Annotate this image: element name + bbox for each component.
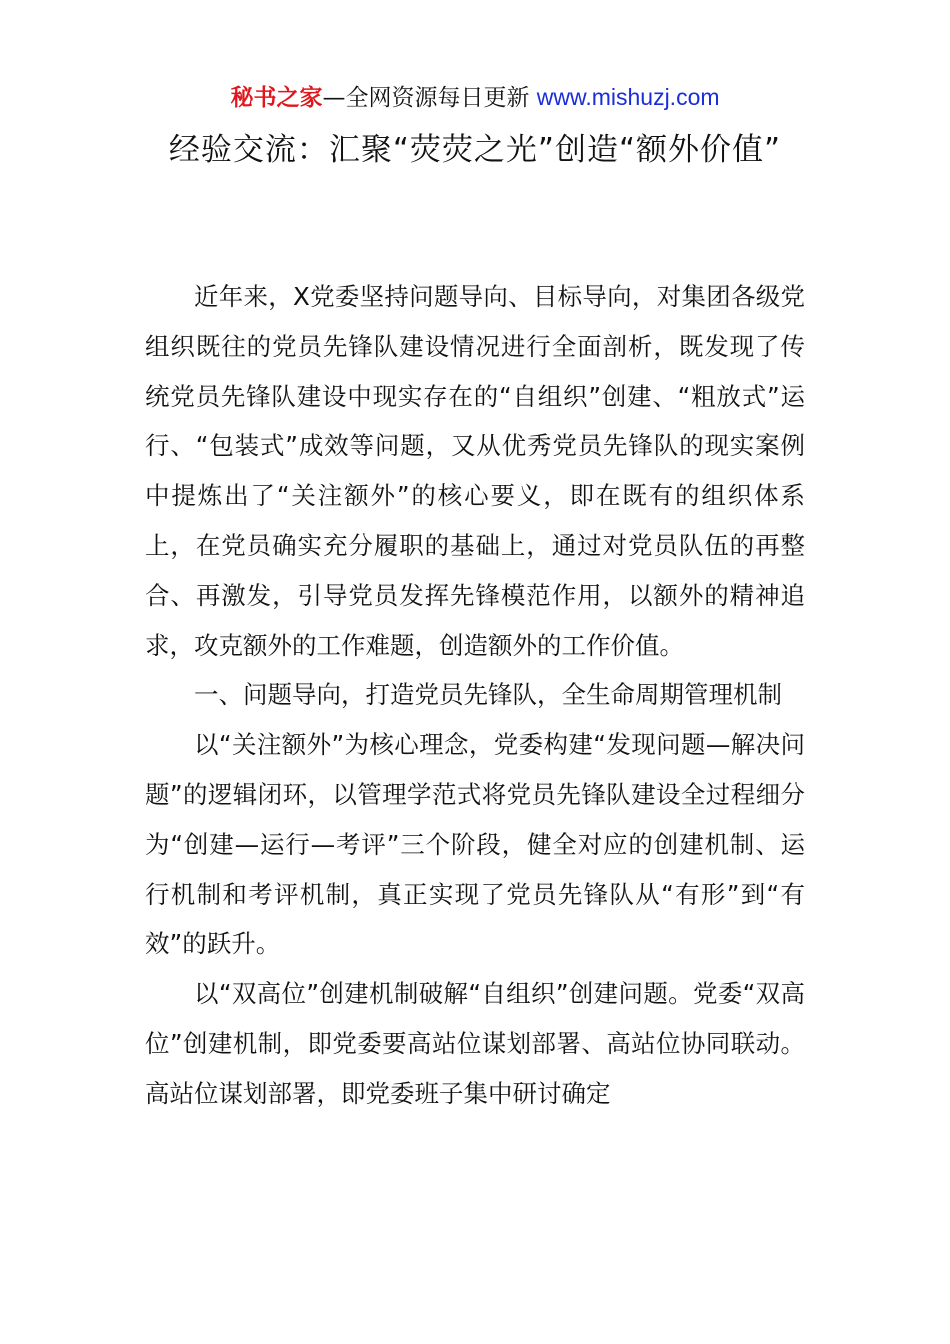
site-header <box>0 80 950 115</box>
section-heading-1: 一、问题导向，打造党员先锋队，全生命周期管理机制 <box>194 680 782 710</box>
paragraph-intro: 近年来，X党委坚持问题导向、目标导向，对集团各级党组织既往的党员先锋队建设情况进行全面剖析，既发现了传统党员先锋队建设中现实存在的“自组织”创建、“粗放式”运行、“包装式”成效等问题，又从优秀党员先锋队的现实案例中提炼出了“关注额外”的核心要义，即在既有的组织体系上，在党员确实充分履职的基础上，通过对党员队伍的再整合、再激发，引导党员发挥先锋模范作用，以额外的精神追求，攻克额外的工作难题，创造额外的工作价值。 <box>145 282 805 660</box>
document-title: 经验交流：汇聚“荧荧之光”创造“额外价值” <box>168 132 782 168</box>
header-tagline: —全网资源每日更新 <box>322 85 537 111</box>
brand-name: 秘书之家 <box>230 85 323 111</box>
paragraph-section-1: 以“关注额外”为核心理念，党委构建“发现问题—解决问题”的逻辑闭环，以管理学范式将党员先锋队建设全过程细分为“创建—运行—考评”三个阶段，健全对应的创建机制、运行机制和考评机制，真正实现了党员先锋队从“有形”到“有效”的跃升。 <box>145 730 805 959</box>
paragraph-creation-mechanism: 以“双高位”创建机制破解“自组织”创建问题。党委“双高位”创建机制，即党委要高站位谋划部署、高站位协同联动。高站位谋划部署，即党委班子集中研讨确定 <box>145 979 805 1108</box>
document-body <box>145 272 805 1119</box>
site-url-link[interactable]: www.mishuzj.com <box>536 84 720 110</box>
